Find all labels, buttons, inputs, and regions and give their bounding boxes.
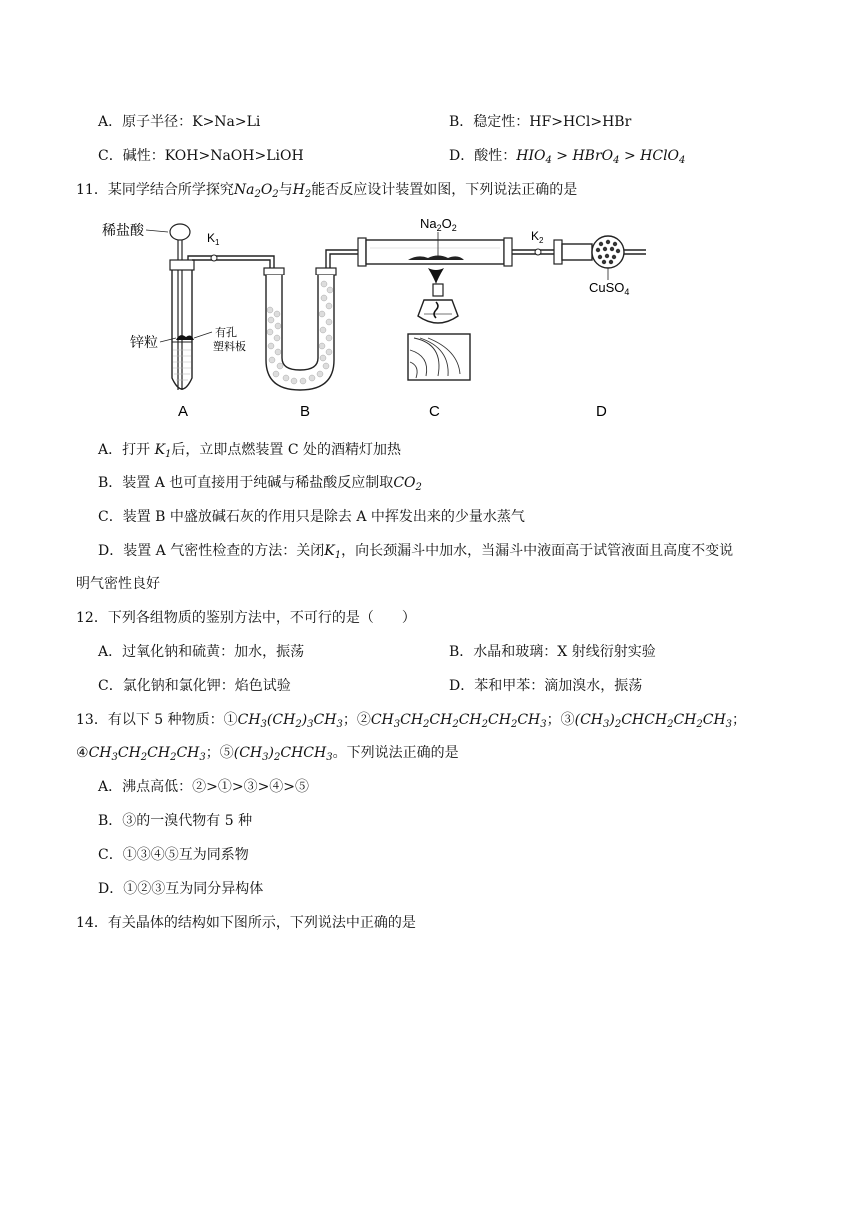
caption-a: A [178, 403, 189, 420]
label-na2o2: $Na_2O_2$ [420, 216, 457, 233]
caption-c: C [429, 403, 440, 420]
q11-option-a [98, 440, 401, 460]
q10-option-a: A．原子半径：K>Na>Li [98, 114, 261, 130]
drying-tube-d [562, 244, 592, 260]
q13-sep-2: ；② [342, 712, 371, 728]
compound-5: $(CH_3)_2CHCH_3$ [233, 745, 333, 763]
q11-option-d-prefix: D．装置 A 气密性检查的方法：关闭 [98, 543, 325, 559]
q13-stem-prefix: 13．有以下 5 种物质：① [76, 712, 238, 728]
q14-stem: 14．有关晶体的结构如下图所示，下列说法中正确的是 [76, 915, 416, 931]
h2-formula: $H_2$ [292, 182, 312, 200]
q13-line2-prefix: ④ [76, 745, 89, 761]
label-k1: $K_1$ [207, 231, 220, 247]
compound-3: $(CH_3)_2CHCH_2CH_2CH_3$ [574, 712, 733, 730]
q13-sep-3: ；③ [546, 712, 575, 728]
q11-option-d-suffix: ，向长颈漏斗中加水，当漏斗中液面高于试管液面且高度不变说 [341, 543, 734, 559]
q11-stem-mid: 与 [278, 182, 293, 198]
label-dilute-hcl: 稀盐酸 [102, 222, 144, 238]
flame [428, 268, 444, 284]
q13-line1-end: ； [732, 712, 747, 728]
reaction-tube-c [366, 240, 504, 264]
label-plate-line2: 塑料板 [213, 341, 246, 353]
q12-option-b: B．水晶和玻璃：X 射线衍射实验 [449, 644, 656, 660]
q10-option-d [449, 146, 685, 166]
q13-option-a: A．沸点高低：②>①>③>④>⑤ [98, 779, 310, 795]
caption-b: B [300, 403, 311, 420]
valve-k1 [211, 255, 217, 261]
na2o2-formula: $Na_2O_2$ [233, 182, 279, 200]
q11-option-d-continuation: 明气密性良好 [76, 576, 160, 592]
label-k2: $K_2$ [531, 229, 544, 245]
q11-option-a-prefix: A．打开 [98, 442, 155, 458]
q10-option-c: C．碱性：KOH>NaOH>LiOH [98, 148, 304, 164]
co2-formula: $CO_2$ [393, 475, 422, 493]
q11-stem-suffix: 能否反应设计装置如图，下列说法正确的是 [311, 182, 578, 198]
q11-option-b-text: B．装置 A 也可直接用于纯碱与稀盐酸反应制取 [98, 475, 394, 491]
apparatus-diagram [98, 210, 658, 422]
acid-formula: $HIO_4$ > HBrO$_4$ > HClO$_4$ [516, 148, 686, 166]
q13-option-b: B．③的一溴代物有 5 种 [98, 813, 253, 829]
q13-option-d: D．①②③互为同分异构体 [98, 881, 264, 897]
compound-2: $CH_3CH_2CH_2CH_2CH_2CH_3$ [370, 712, 547, 730]
q13-stem-line1 [76, 710, 746, 730]
q11-option-b [98, 473, 422, 493]
q10-option-b: B．稳定性：HF>HCl>HBr [449, 114, 632, 130]
q13-line2-suffix: 。下列说法正确的是 [332, 745, 459, 761]
compound-1: $CH_3(CH_2)_3CH_3$ [237, 712, 343, 730]
q11-option-c: C．装置 B 中盛放碱石灰的作用只是除去 A 中挥发出来的少量水蒸气 [98, 509, 525, 525]
compound-4: $CH_3CH_2CH_2CH_3$ [88, 745, 206, 763]
q12-option-c: C．氯化钠和氯化钾：焰色试验 [98, 678, 291, 694]
q12-option-a: A．过氧化钠和硫黄：加水，振荡 [98, 644, 305, 660]
q13-option-c: C．①③④⑤互为同系物 [98, 847, 249, 863]
q11-option-a-suffix: 后，立即点燃装置 C 处的酒精灯加热 [171, 442, 402, 458]
q11-stem [76, 180, 577, 200]
q12-stem: 12．下列各组物质的鉴别方法中，不可行的是（ ） [76, 610, 416, 626]
label-zinc: 锌粒 [130, 334, 158, 350]
funnel-bulb [170, 224, 190, 240]
q11-stem-prefix: 11．某同学结合所学探究 [76, 182, 234, 198]
q13-sep-5: ；⑤ [205, 745, 234, 761]
k1-symbol: $K_1$ [324, 543, 342, 561]
q11-option-d [98, 541, 733, 561]
k1-symbol: $K_1$ [154, 442, 172, 460]
q12-option-d: D．苯和甲苯：滴加溴水，振荡 [449, 678, 643, 694]
label-cuso4: CuSO$_4$ [589, 280, 630, 297]
q10-option-d-label: D．酸性： [449, 148, 517, 164]
valve-k2 [535, 249, 541, 255]
q13-stem-line2 [76, 743, 459, 763]
label-plate-line1: 有孔 [215, 327, 237, 339]
caption-d: D [596, 403, 607, 420]
